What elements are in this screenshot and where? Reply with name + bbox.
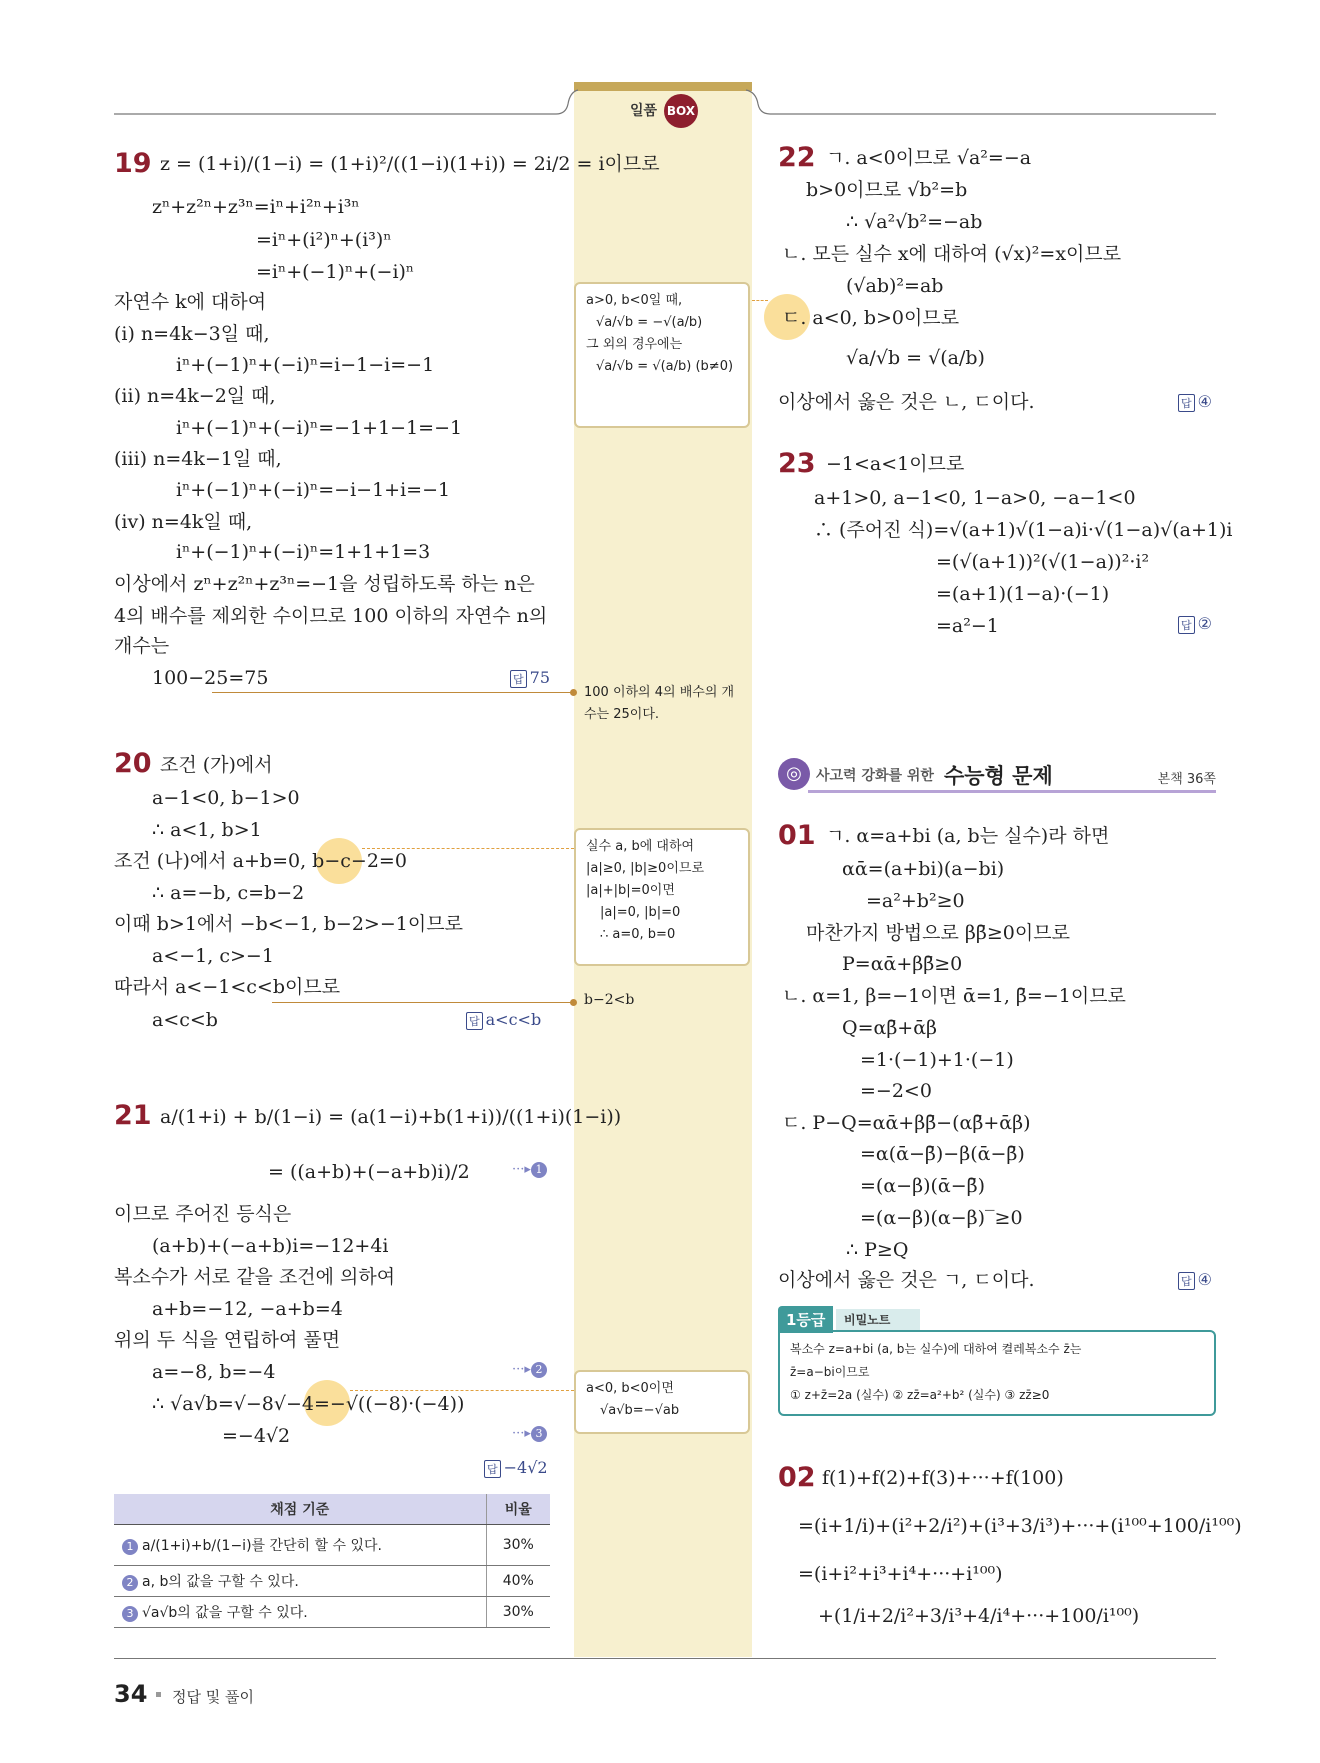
p21-marker-2: ···▸ 2	[512, 1362, 551, 1378]
p20-line-3: 조건 (나)에서 a+b=0, b−c−2=0	[114, 850, 407, 872]
p21-line-0: a/(1+i) + b/(1−i) = (a(1−i)+b(1+i))/((1+i)(1−i))	[160, 1106, 622, 1128]
problem-23-number: 23	[778, 448, 816, 479]
sidebar-note-multiples: 100 이하의 4의 배수의 개 수는 25이다.	[584, 685, 735, 722]
p22-line-5: ㄷ. a<0, b>0이므로	[782, 307, 960, 329]
p22-answer: 답 ④	[1178, 392, 1212, 412]
p21-line-6: 위의 두 식을 연립하여 풀면	[114, 1329, 341, 1351]
problem-21-number: 21	[114, 1100, 152, 1131]
p22-dash	[752, 300, 768, 301]
p20-line-4: ∴ a=−b, c=b−2	[152, 882, 305, 904]
q01-line-8: =−2<0	[860, 1080, 932, 1102]
p19-line-12: iⁿ+(−1)ⁿ+(−i)ⁿ=1+1+1=3	[176, 541, 431, 563]
p21-line-5: a+b=−12, −a+b=4	[152, 1298, 343, 1320]
section-rule	[808, 790, 1216, 793]
secret-note	[778, 1306, 1216, 1418]
p20-lead-line	[272, 1002, 572, 1003]
p19-line-7: (ii) n=4k−2일 때,	[114, 385, 276, 407]
p22-line-1: b>0이므로 √b²=b	[806, 179, 968, 201]
section-ref: 본책 36쪽	[1157, 772, 1216, 787]
q01-line-7: =1·(−1)+1·(−1)	[860, 1049, 1014, 1071]
p21-line-2: 이므로 주어진 등식은	[114, 1203, 292, 1225]
box1-line: √a/√b = √(a/b) (b≠0)	[596, 359, 734, 374]
secret-note-grade: 1등급	[778, 1306, 833, 1333]
question-01-number: 01	[778, 820, 816, 851]
q01-line-2: =a²+b²≥0	[866, 890, 965, 912]
p23-line-4: =(a+1)(1−a)·(−1)	[936, 583, 1110, 605]
p23-answer: 답 ②	[1178, 614, 1212, 634]
score-row-text: a, b의 값을 구할 수 있다.	[142, 1574, 299, 1590]
p20-lead-dot	[570, 999, 577, 1006]
q01-line-3: 마찬가지 방법으로 ββ̄≥0이므로	[806, 922, 1070, 944]
p19-line-1: zⁿ+z²ⁿ+z³ⁿ=iⁿ+i²ⁿ+i³ⁿ	[152, 196, 360, 218]
p22-line-3: ㄴ. 모든 실수 x에 대하여 (√x)²=x이므로	[782, 243, 1122, 265]
p21-line-9: =−4√2	[222, 1425, 291, 1447]
badge-box: BOX	[664, 94, 698, 128]
p21-line-8: ∴ √a√b=√−8√−4=−√((−8)·(−4))	[152, 1393, 465, 1415]
p19-line-13: 이상에서 zⁿ+z²ⁿ+z³ⁿ=−1을 성립하도록 하는 n은	[114, 573, 535, 595]
p23-line-0: −1<a<1이므로	[826, 453, 965, 475]
p19-line-2: =iⁿ+(i²)ⁿ+(i³)ⁿ	[256, 229, 392, 251]
score-row: 3 √a√b의 값을 구할 수 있다. 30%	[114, 1597, 550, 1628]
p19-line-6: iⁿ+(−1)ⁿ+(−i)ⁿ=i−1−i=−1	[176, 354, 435, 376]
footer-separator	[156, 1692, 161, 1697]
footer-rule	[114, 1658, 1216, 1659]
sidebar-box-abs-value: 실수 a, b에 대하여 |a|≥0, |b|≥0이므로 |a|+|b|=0이면 |a|=0, |b|=0 ∴ a=0, b=0	[574, 828, 750, 966]
p21-dash	[350, 1390, 574, 1391]
q01-line-6: Q=αβ̄+ᾱβ	[842, 1017, 938, 1039]
p19-line-9: (iii) n=4k−1일 때,	[114, 448, 282, 470]
sidebar-box-neg-sqrt: a<0, b<0이면 √a√b=−√ab	[574, 1370, 750, 1434]
problem-19-number: 19	[114, 148, 152, 179]
q01-line-5: ㄴ. α=1, β=−1이면 ᾱ=1, β̄=−1이므로	[782, 985, 1126, 1007]
q01-line-10: =α(ᾱ−β̄)−β(ᾱ−β̄)	[860, 1143, 1025, 1165]
p20-line-5: 이때 b>1에서 −b<−1, b−2>−1이므로	[114, 913, 463, 935]
section-pre: 사고력 강화를 위한	[816, 768, 934, 784]
score-row-text: a/(1+i)+b/(1−i)를 간단히 할 수 있다.	[142, 1538, 382, 1554]
p20-answer: 답 a<c<b	[466, 1010, 541, 1030]
secret-note-body: 복소수 z=a+bi (a, b는 실수)에 대하여 켤레복소수 z̄는 z̄=a−bi이므로 ① z+z̄=2a (실수) ② zz̄=a²+b² (실수) ③ zz̄≥0	[778, 1330, 1216, 1416]
score-table	[114, 1494, 550, 1628]
box1-line: a>0, b<0일 때,	[586, 293, 683, 308]
p19-line-3: =iⁿ+(−1)ⁿ+(−i)ⁿ	[256, 261, 415, 283]
problem-20-number: 20	[114, 748, 152, 779]
p19-lead-line	[212, 692, 572, 693]
p21-marker-1: ···▸ 1	[512, 1162, 551, 1178]
p19-line-15: 개수는	[114, 635, 170, 657]
q01-line-13: ∴ P≥Q	[846, 1239, 909, 1261]
section-target-icon: ◎	[778, 758, 810, 790]
p19-lead-dot	[570, 689, 577, 696]
score-row-text: √a√b의 값을 구할 수 있다.	[142, 1605, 308, 1621]
header-badge	[630, 94, 698, 128]
q01-line-0: ㄱ. α=a+bi (a, b는 실수)라 하면	[826, 825, 1110, 847]
score-table-header-criteria: 채점 기준	[114, 1494, 486, 1525]
p20-line-8: a<c<b	[152, 1009, 218, 1031]
footer-page-number: 34	[114, 1680, 148, 1708]
q01-line-14: 이상에서 옳은 것은 ㄱ, ㄷ이다.	[778, 1269, 1035, 1291]
p19-line-10: iⁿ+(−1)ⁿ+(−i)ⁿ=−i−1+i=−1	[176, 479, 451, 501]
p22-line-4: (√ab)²=ab	[846, 275, 944, 297]
score-row: 2 a, b의 값을 구할 수 있다. 40%	[114, 1566, 550, 1597]
q02-line-1: =(i+1/i)+(i²+2/i²)+(i³+3/i³)+···+(i¹⁰⁰+100/i¹⁰⁰)	[798, 1515, 1242, 1537]
p19-line-8: iⁿ+(−1)ⁿ+(−i)ⁿ=−1+1−1=−1	[176, 417, 463, 439]
section-header	[778, 756, 1216, 794]
p23-line-2: ∴ (주어진 식)=√(a+1)√(1−a)i·√(1−a)√(a+1)i	[814, 519, 1233, 541]
p19-answer: 답 75	[510, 668, 550, 688]
footer-label: 정답 및 풀이	[172, 1688, 254, 1706]
p22-line-0: ㄱ. a<0이므로 √a²=−a	[826, 147, 1032, 169]
secret-note-label: 비밀노트	[836, 1309, 920, 1330]
section-title: 수능형 문제	[944, 764, 1053, 788]
box1-line: 그 외의 경우에는	[586, 337, 683, 352]
p21-line-3: (a+b)+(−a+b)i=−12+4i	[152, 1235, 389, 1257]
q02-line-2: =(i+i²+i³+i⁴+···+i¹⁰⁰)	[798, 1563, 1003, 1585]
badge-label: 일품	[630, 103, 658, 119]
p23-line-3: =(√(a+1))²(√(1−a))²·i²	[936, 551, 1150, 573]
p19-line-14: 4의 배수를 제외한 수이므로 100 이하의 자연수 n의	[114, 605, 548, 627]
q01-line-1: αᾱ=(a+bi)(a−bi)	[842, 858, 1005, 880]
p22-line-2: ∴ √a²√b²=−ab	[846, 211, 983, 233]
sidebar-box-sqrt-quotient	[574, 282, 750, 428]
score-row-ratio: 30%	[486, 1597, 550, 1628]
p20-line-0: 조건 (가)에서	[160, 754, 273, 776]
p19-line-5: (i) n=4k−3일 때,	[114, 323, 270, 345]
p23-line-1: a+1>0, a−1<0, 1−a>0, −a−1<0	[814, 487, 1136, 509]
score-table-header-ratio: 비율	[486, 1494, 550, 1525]
score-row: 1 a/(1+i)+b/(1−i)를 간단히 할 수 있다. 30%	[114, 1525, 550, 1566]
q01-line-4: P=αᾱ+ββ̄≥0	[842, 953, 963, 975]
problem-22-number: 22	[778, 142, 816, 173]
p19-line-0: z = (1+i)/(1−i) = (1+i)²/((1−i)(1+i)) = 2i/2 = i이므로	[160, 153, 660, 175]
q01-line-12: =(α−β)(α−β)‾≥0	[860, 1207, 1023, 1229]
score-row-ratio: 30%	[486, 1525, 550, 1566]
p19-line-11: (iv) n=4k일 때,	[114, 511, 253, 533]
q02-line-0: f(1)+f(2)+f(3)+···+f(100)	[822, 1467, 1064, 1489]
q01-line-9: ㄷ. P−Q=αᾱ+ββ̄−(αβ̄+ᾱβ)	[782, 1112, 1031, 1134]
p21-line-1: = ((a+b)+(−a+b)i)/2	[268, 1161, 470, 1183]
q01-answer: 답 ④	[1178, 1270, 1212, 1290]
q02-line-3: +(1/i+2/i²+3/i³+4/i⁴+···+100/i¹⁰⁰)	[818, 1605, 1140, 1627]
p23-line-5: =a²−1	[936, 615, 999, 637]
p20-line-6: a<−1, c>−1	[152, 945, 274, 967]
p21-marker-3: ···▸ 3	[512, 1426, 551, 1442]
score-row-ratio: 40%	[486, 1566, 550, 1597]
p22-line-7: 이상에서 옳은 것은 ㄴ, ㄷ이다.	[778, 391, 1035, 413]
p20-dash	[362, 848, 574, 849]
p19-line-16: 100−25=75	[152, 667, 269, 689]
question-02-number: 02	[778, 1462, 816, 1493]
p20-line-1: a−1<0, b−1>0	[152, 787, 300, 809]
p21-answer: 답 −4√2	[484, 1458, 548, 1478]
p21-line-7: a=−8, b=−4	[152, 1361, 276, 1383]
sidebar-note-inequality: b−2<b	[584, 992, 635, 1008]
p20-line-2: ∴ a<1, b>1	[152, 819, 262, 841]
p21-line-4: 복소수가 서로 같을 조건에 의하여	[114, 1266, 396, 1288]
box1-line: √a/√b = −√(a/b)	[596, 315, 703, 330]
p22-line-6: √a/√b = √(a/b)	[846, 347, 985, 369]
p19-line-4: 자연수 k에 대하여	[114, 291, 267, 313]
p20-line-7: 따라서 a<−1<c<b이므로	[114, 976, 341, 998]
q01-line-11: =(α−β)(ᾱ−β̄)	[860, 1175, 986, 1197]
